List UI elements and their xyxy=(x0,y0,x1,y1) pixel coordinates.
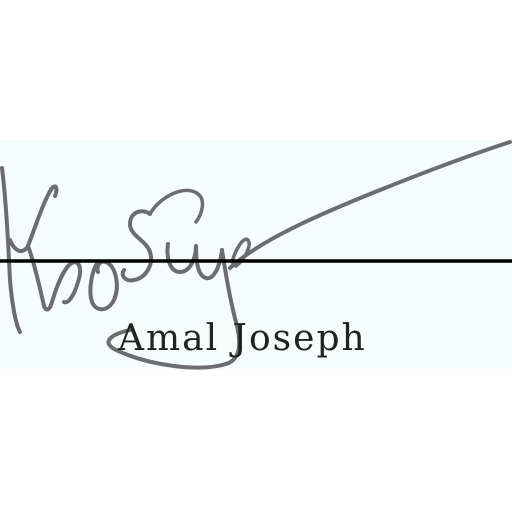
signature-stroke-9 xyxy=(230,142,510,268)
signature-stroke-10 xyxy=(150,190,202,222)
signature-stroke-5 xyxy=(123,211,151,280)
signer-name-label: Amal Joseph xyxy=(118,318,367,359)
signature-stroke-2 xyxy=(10,186,56,251)
signature-stroke-3 xyxy=(28,246,80,309)
signature-stroke-4 xyxy=(90,262,116,310)
